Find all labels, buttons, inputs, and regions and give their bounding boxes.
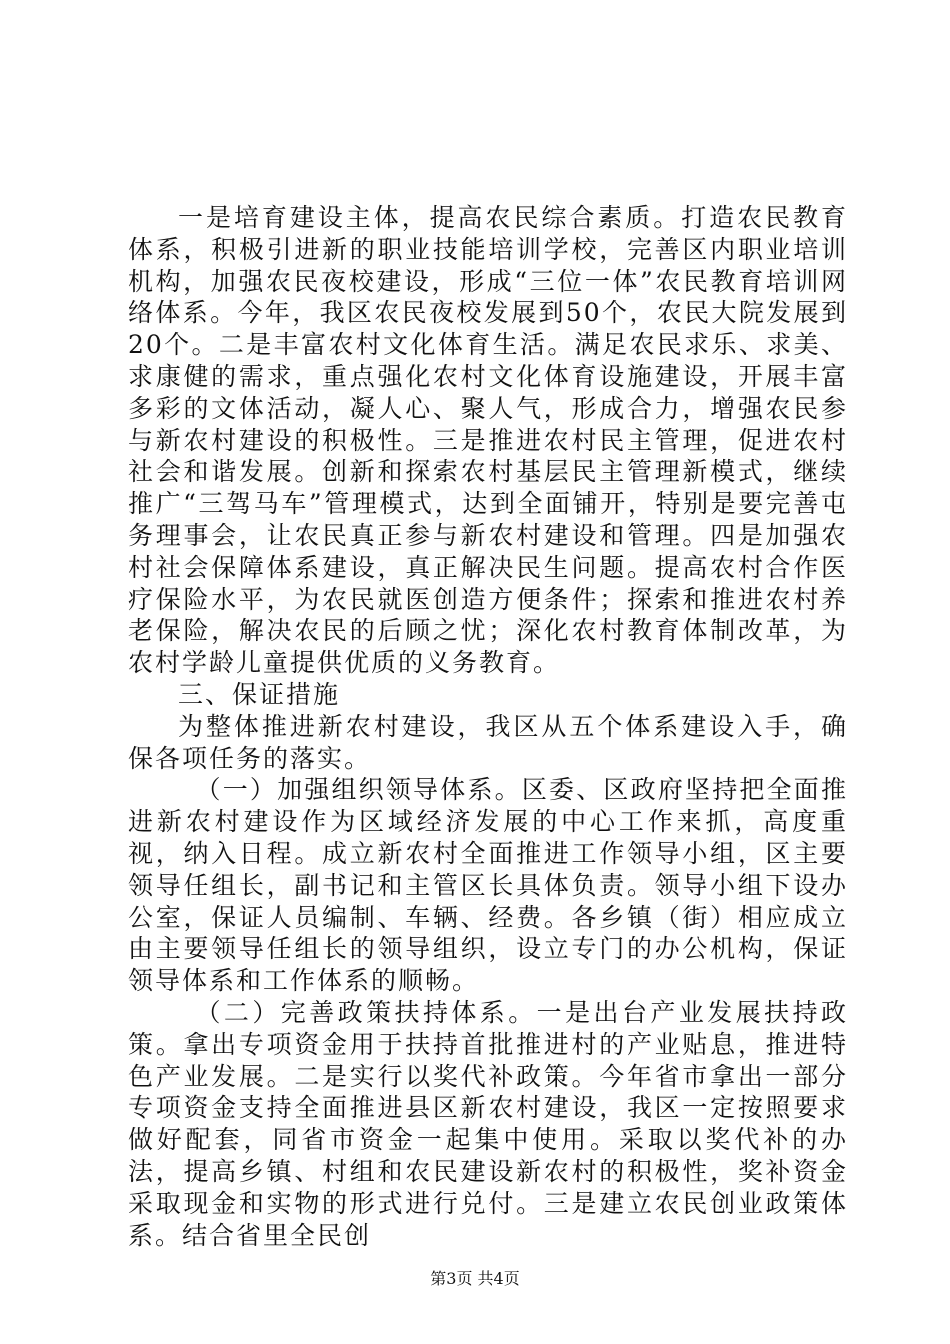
document-body: [128, 202, 848, 1251]
paragraph-policy-support: （二）完善政策扶持体系。一是出台产业发展扶持政策。拿出专项资金用于扶持首批推进村的产业贴息，推进特色产业发展。二是实行以奖代补政策。今年省市拿出一部分专项资金支持全面推进县区新农村建设，我区一定按照要求做好配套，同省市资金一起集中使用。采取以奖代补的办法，提高乡镇、村组和农民建设新农村的积极性，奖补资金采取现金和实物的形式进行兑付。三是建立农民创业政策体系。结合省里全民创: [128, 997, 848, 1250]
page-number-footer: 第3页 共4页: [430, 1269, 520, 1288]
section-heading-guarantee-measures: 三、保证措施: [178, 679, 341, 709]
paragraph-cultivate-subjects: 一是培育建设主体，提高农民综合素质。打造农民教育体系，积极引进新的职业技能培训学校，完善区内职业培训机构，加强农民夜校建设，形成“三位一体”农民教育培训网络体系。今年，我区农民夜校发展到50个，农民大院发展到20个。二是丰富农村文化体育生活。满足农民求乐、求美、求康健的需求，重点强化农村文化体育设施建设，开展丰富多彩的文体活动，凝人心、聚人气，形成合力，增强农民参与新农村建设的积极性。三是推进农村民主管理，促进农村社会和谐发展。创新和探索农村基层民主管理新模式，继续推广“三驾马车”管理模式，达到全面铺开，特别是要完善屯务理事会，让农民真正参与新农村建设和管理。四是加强农村社会保障体系建设，真正解决民生问题。提高农村合作医疗保险水平，为农民就医创造方便条件；探索和推进农村养老保险，解决农民的后顾之忧；深化农村教育体制改革，为农村学龄儿童提供优质的义务教育。: [128, 203, 848, 678]
paragraph-organization-leadership: （一）加强组织领导体系。区委、区政府坚持把全面推进新农村建设作为区域经济发展的中心工作来抓，高度重视，纳入日程。成立新农村全面推进工作领导小组，区主要领导任组长，副书记和主管区长具体负责。领导小组下设办公室，保证人员编制、车辆、经费。各乡镇（街）相应成立由主要领导任组长的领导组织，设立专门的办公机构，保证领导体系和工作体系的顺畅。: [128, 775, 848, 996]
paragraph-five-systems-intro: 为整体推进新农村建设，我区从五个体系建设入手，确保各项任务的落实。: [128, 711, 848, 773]
